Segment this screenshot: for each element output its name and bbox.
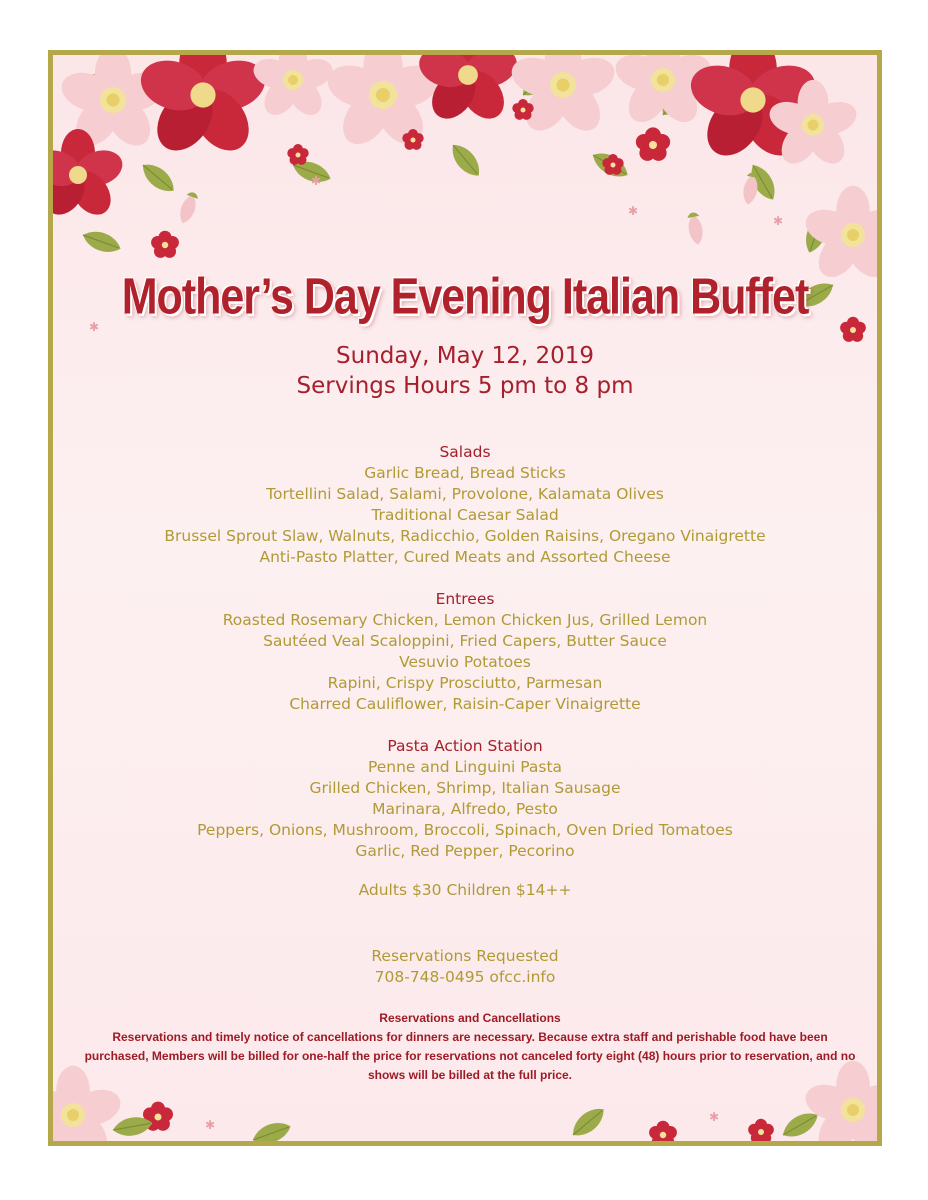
menu-section-salads xyxy=(53,442,877,568)
svg-text:✱: ✱ xyxy=(773,214,784,228)
svg-text:✱: ✱ xyxy=(89,320,100,334)
svg-text:✱: ✱ xyxy=(709,1110,720,1124)
reservations-contact: 708-748-0495 ofcc.info xyxy=(374,968,556,986)
policy-text: Reservations and timely notice of cancellations for dinners are necessary. Because extra staff and perishable food have been purchased, Members will be billed for one-half the price for reservations not canceled forty eight (48) hours prior to reservation, and no shows will be billed at the full price. xyxy=(84,1030,856,1082)
menu-item: Rapini, Crispy Prosciutto, Parmesan xyxy=(327,674,603,692)
svg-text:✱: ✱ xyxy=(628,204,639,218)
svg-text:✱: ✱ xyxy=(311,174,322,188)
menu-item: Traditional Caesar Salad xyxy=(371,506,559,524)
menu-item: Penne and Linguini Pasta xyxy=(367,758,563,776)
menu-section-pasta xyxy=(53,736,877,862)
event-title: Mother’s Day Evening Italian Buffet xyxy=(121,268,809,326)
svg-text:✱: ✱ xyxy=(205,1118,216,1132)
menu-item: Garlic Bread, Bread Sticks xyxy=(364,464,566,482)
menu-item: Brussel Sprout Slaw, Walnuts, Radicchio, Golden Raisins, Oregano Vinaigrette xyxy=(164,527,766,545)
menu-item: Peppers, Onions, Mushroom, Broccoli, Spinach, Oven Dried Tomatoes xyxy=(197,821,733,839)
section-heading: Entrees xyxy=(435,590,495,608)
pricing: Adults $30 Children $14++ xyxy=(358,881,572,899)
reservations xyxy=(53,946,877,988)
section-heading: Salads xyxy=(439,443,491,461)
menu-item: Garlic, Red Pepper, Pecorino xyxy=(355,842,575,860)
menu-item: Grilled Chicken, Shrimp, Italian Sausage xyxy=(309,779,621,797)
menu-item: Anti-Pasto Platter, Cured Meats and Assorted Cheese xyxy=(259,548,671,566)
menu-item: Tortellini Salad, Salami, Provolone, Kalamata Olives xyxy=(266,485,664,503)
cancellation-policy xyxy=(83,1009,857,1085)
event-hours: Servings Hours 5 pm to 8 pm xyxy=(296,373,634,399)
section-heading: Pasta Action Station xyxy=(387,737,543,755)
reservations-label: Reservations Requested xyxy=(371,947,559,965)
flyer-frame xyxy=(48,50,882,1146)
policy-heading: Reservations and Cancellations xyxy=(379,1011,561,1025)
menu-item: Charred Cauliflower, Raisin-Caper Vinaigrette xyxy=(289,695,641,713)
event-date: Sunday, May 12, 2019 xyxy=(336,343,594,369)
menu-item: Marinara, Alfredo, Pesto xyxy=(372,800,558,818)
menu-section-entrees xyxy=(53,589,877,715)
menu-item: Sautéed Veal Scaloppini, Fried Capers, Butter Sauce xyxy=(263,632,667,650)
menu-item: Roasted Rosemary Chicken, Lemon Chicken Jus, Grilled Lemon xyxy=(222,611,708,629)
menu xyxy=(53,442,877,883)
menu-item: Vesuvio Potatoes xyxy=(399,653,531,671)
